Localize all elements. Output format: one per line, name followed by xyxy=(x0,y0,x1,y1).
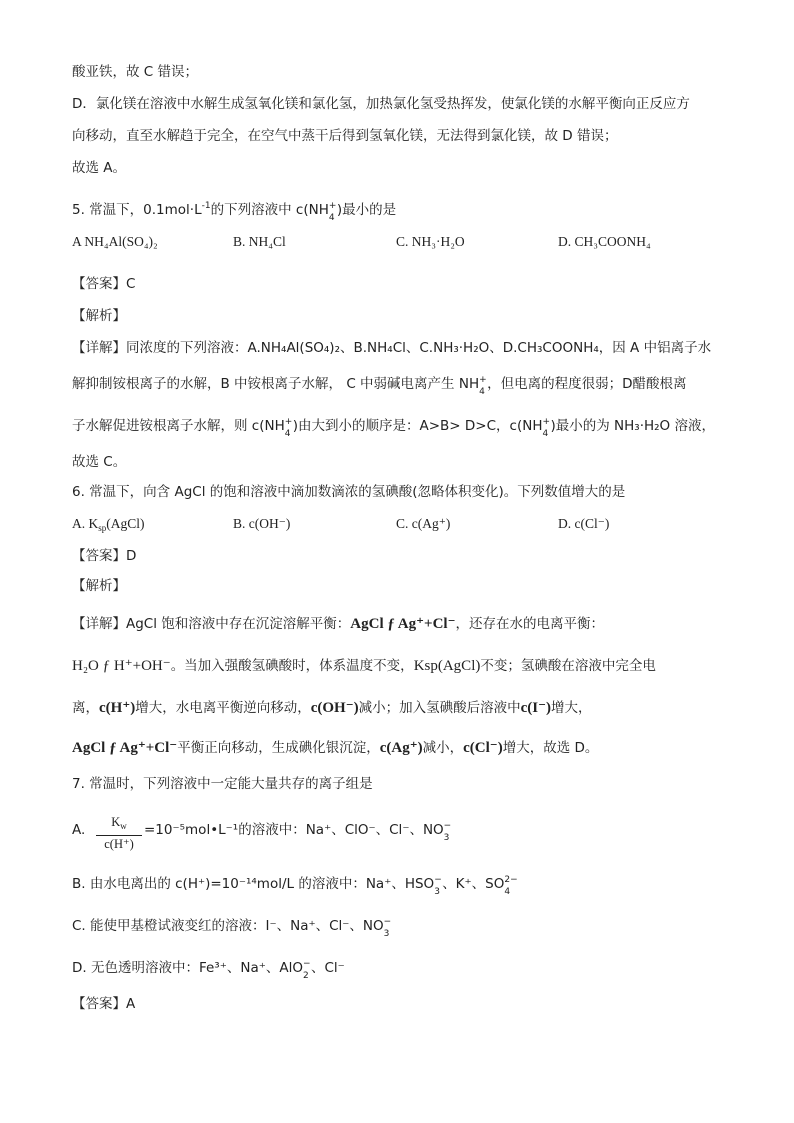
detail-line: H₂O ƒ H⁺+OH⁻。当加入强酸氢碘酸时，体系温度不变，Ksp(AgCl)不变；氢碘酸在溶液中完全电 xyxy=(72,658,656,674)
text-line: D．氯化镁在溶液中水解生成氢氧化镁和氯化氢，加热氯化氢受热挥发，使氯化镁的水解平衡向正反应方 xyxy=(72,96,690,112)
option-a: A NH₄Al(SO₄)₂ xyxy=(72,234,158,249)
analysis-label: 【解析】 xyxy=(72,578,126,594)
equation: AgCl ƒ Ag⁺+Cl⁻ xyxy=(72,740,178,756)
answer-label: 【答案】C xyxy=(72,276,136,292)
question-5-stem: 5. 常温下，$0.1mol\cdot L^{-1}$的下列溶液中 c(NH + 4 )最小的是 xyxy=(72,201,397,223)
question-6-stem: 6. 常温下，向含 AgCl 的饱和溶液中滴加数滴浓的氢碘酸(忽略体积变化)。下列数值增大的是 xyxy=(72,484,626,500)
option-b: B. NH₄Cl xyxy=(233,234,286,249)
fraction: $\frac{K_w}{c(H^+)}$ xyxy=(96,815,142,852)
detail-line: 【详解】同浓度的下列溶液：A.NH₄Al(SO₄)₂、B.NH₄Cl、C.NH₃·H₂O、D.CH₃COONH₄，因 A 中铝离子水 xyxy=(72,340,712,356)
option-b: B. 由水电离出的 c(H⁺)=10⁻¹⁴mol/L 的溶液中：Na⁺、HSO − 3 、K⁺、SO 2− 4 xyxy=(72,875,518,897)
detail-line: 离，c(H⁺)增大，水电离平衡逆向移动，c(OH⁻)减小；加入氢碘酸后溶液中c(I⁻)增大， xyxy=(72,700,592,716)
answer-label: 【答案】D xyxy=(72,548,137,564)
equation: AgCl ƒ Ag⁺+Cl⁻ xyxy=(350,616,456,632)
option-c: C. NH₃·H₂O xyxy=(396,234,465,249)
question-7-stem: 7. 常温时，下列溶液中一定能大量共存的离子组是 xyxy=(72,776,373,792)
option-a: A. $K_{sp}(AgCl)$ xyxy=(72,516,145,533)
detail-line: AgCl ƒ Ag⁺+Cl⁻平衡正向移动，生成碘化银沉淀，c(Ag⁺)减小，c(Cl⁻)增大，故选 D。 xyxy=(72,740,599,756)
option-a-label: A. xyxy=(72,822,86,838)
option-d: D. 无色透明溶液中：Fe³⁺、Na⁺、AlO − 2 、Cl⁻ xyxy=(72,959,345,981)
option-d: D. CH₃COONH₄ xyxy=(558,234,651,249)
option-d: D. c(Cl⁻) xyxy=(558,516,610,531)
detail-line: 解抑制铵根离子的水解，B 中铵根离子水解， C 中弱碱电离产生 NH + 4 ，但电离的程度很弱；D醋酸根离 xyxy=(72,375,687,397)
answer-label: 【答案】A xyxy=(72,996,136,1012)
option-c: C. 能使甲基橙试液变红的溶液：I⁻、Na⁺、Cl⁻、NO − 3 xyxy=(72,917,392,939)
detail-line: 子水解促进铵根离子水解，则 c(NH + 4 )由大到小的顺序是：A>B> D>C，c(NH + 4 )最小的为 NH₃·H₂O 溶液， xyxy=(72,417,715,439)
option-c: C. c(Ag⁺) xyxy=(396,516,451,531)
equation: H₂O ƒ H⁺+OH⁻ xyxy=(72,658,171,674)
analysis-label: 【解析】 xyxy=(72,308,126,324)
detail-line: 故选 C。 xyxy=(72,454,127,470)
text-line: 酸亚铁，故 C 错误； xyxy=(72,64,199,80)
text-line: 故选 A。 xyxy=(72,160,127,176)
option-b: B. c(OH⁻) xyxy=(233,516,291,531)
text-line: 向移动，直至水解趋于完全，在空气中蒸干后得到氢氧化镁，无法得到氯化镁，故 D 错误； xyxy=(72,128,618,144)
option-a-text: =10⁻⁵mol•L⁻¹的溶液中：Na⁺、ClO⁻、Cl⁻、NO − 3 xyxy=(144,821,452,843)
detail-line: 【详解】AgCl 饱和溶液中存在沉淀溶解平衡：AgCl ƒ Ag⁺+Cl⁻，还存在水的电离平衡： xyxy=(72,616,605,632)
